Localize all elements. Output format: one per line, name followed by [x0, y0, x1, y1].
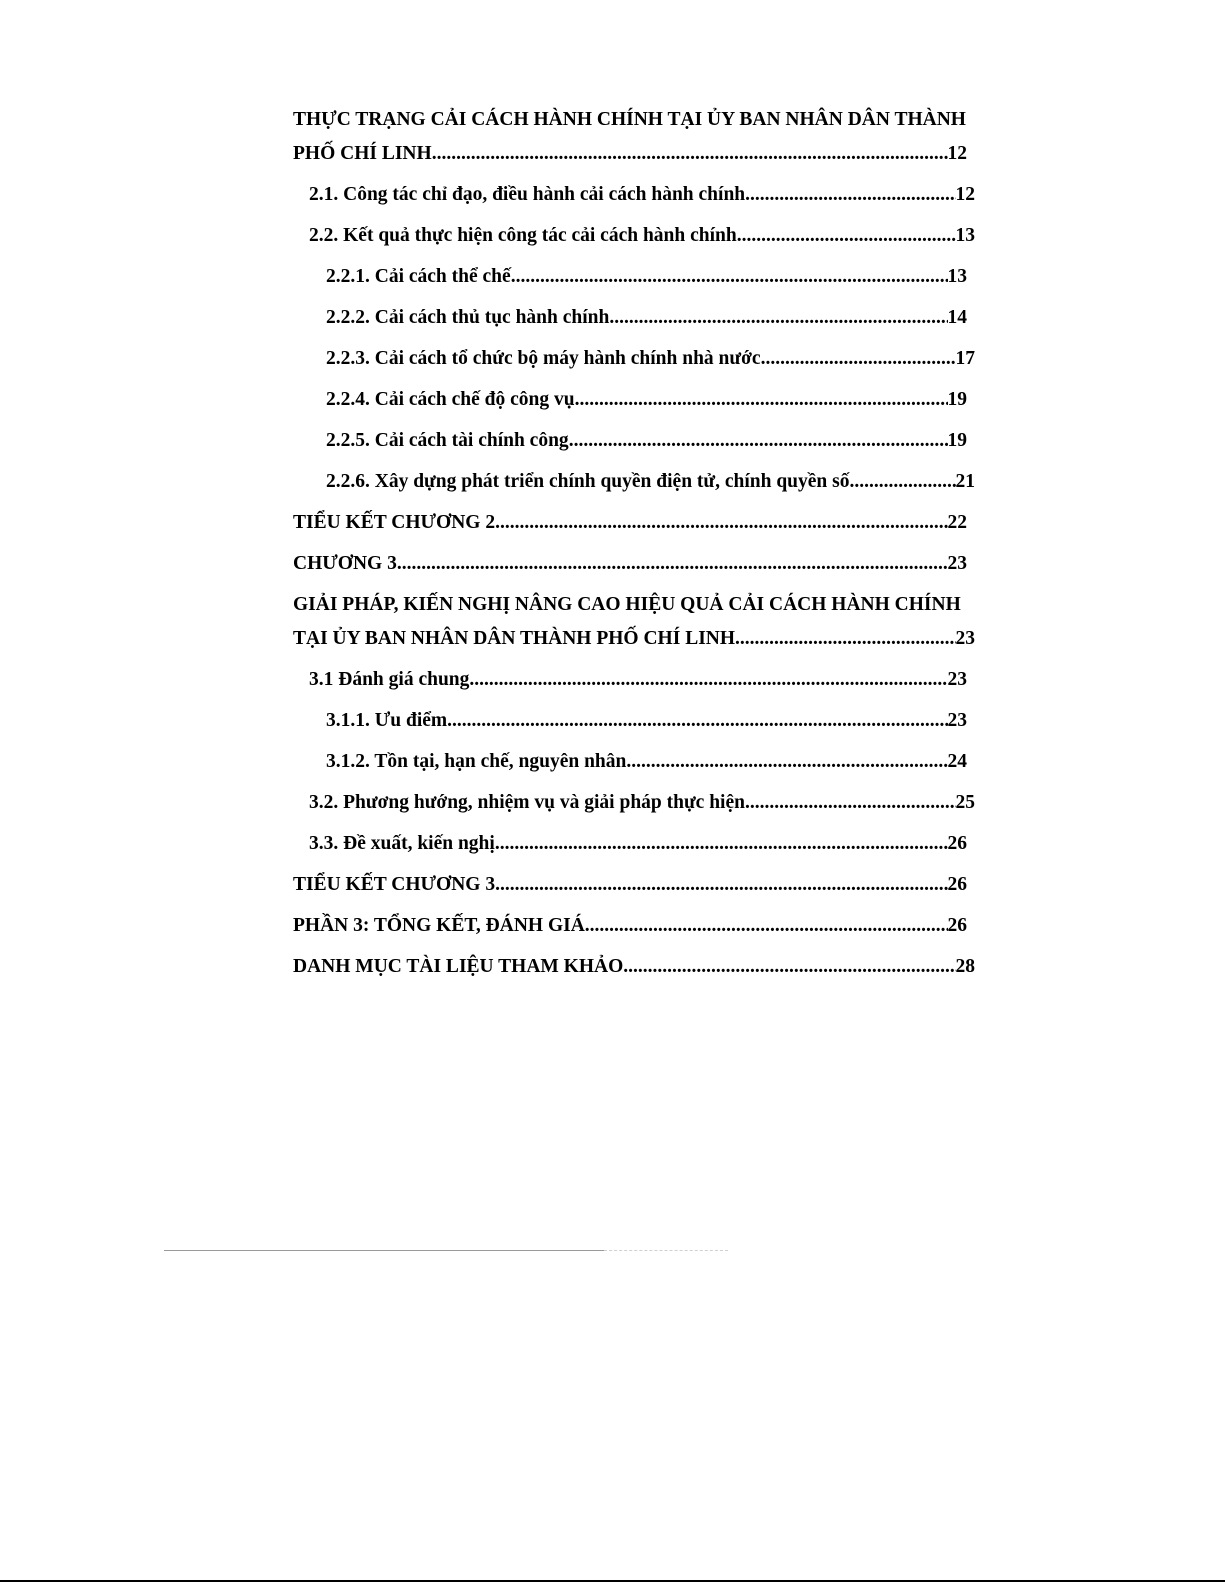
- toc-leader-dots: [585, 909, 948, 943]
- toc-entry-3-1[interactable]: [293, 663, 975, 704]
- toc-entry-title: THỰC TRẠNG CẢI CÁCH HÀNH CHÍNH TẠI ỦY BAN NHÂN DÂN THÀNH: [293, 109, 966, 130]
- toc-entry-title: 3.1 Đánh giá chung: [309, 669, 470, 690]
- toc-entry-title: 2.2.3. Cải cách tổ chức bộ máy hành chính nhà nước: [326, 348, 761, 369]
- toc-leader-dots: [735, 622, 955, 656]
- toc-entry-2-2-2[interactable]: [293, 301, 975, 342]
- toc-entry-chapter-3-heading[interactable]: [293, 622, 975, 663]
- footnote-separator: [164, 1250, 604, 1251]
- toc-entry-title: 3.1.1. Ưu điểm: [326, 710, 448, 731]
- toc-entry-page: 28: [955, 956, 975, 977]
- toc-entry-title: 2.2.1. Cải cách thể chế: [326, 266, 511, 287]
- toc-entry-page: 22: [947, 512, 967, 533]
- toc-entry-page: 13: [947, 266, 967, 287]
- toc-leader-dots: [495, 827, 948, 861]
- toc-leader-dots: [511, 260, 948, 294]
- toc-entry-2-2-4[interactable]: [293, 383, 975, 424]
- toc-entry-part-3[interactable]: [293, 909, 975, 950]
- toc-entry-2-2-6[interactable]: [293, 465, 975, 506]
- toc-entry-summary-chapter-3[interactable]: [293, 868, 975, 909]
- toc-leader-dots: [432, 137, 948, 171]
- toc-entry-page: 25: [955, 792, 975, 813]
- toc-entry-3-2[interactable]: [293, 786, 975, 827]
- toc-entry-page: 26: [947, 915, 967, 936]
- toc-entry-2-2-3[interactable]: [293, 342, 975, 383]
- toc-entry-title: 2.1. Công tác chỉ đạo, điều hành cải cách hành chính: [309, 184, 746, 205]
- toc-entry-title: GIẢI PHÁP, KIẾN NGHỊ NÂNG CAO HIỆU QUẢ CẢI CÁCH HÀNH CHÍNH: [293, 594, 961, 615]
- toc-entry-chapter-3[interactable]: [293, 547, 975, 588]
- toc-leader-dots: [447, 704, 947, 738]
- toc-entry-3-3[interactable]: [293, 827, 975, 868]
- toc-leader-dots: [626, 745, 947, 779]
- toc-leader-dots: [495, 506, 947, 540]
- toc-entry-page: 14: [947, 307, 967, 328]
- toc-entry-title: 3.2. Phương hướng, nhiệm vụ và giải pháp thực hiện: [309, 792, 745, 813]
- toc-entry-chapter-2-heading[interactable]: [293, 137, 975, 178]
- toc-entry-page: 24: [947, 751, 967, 772]
- toc-entry-page: 13: [955, 225, 975, 246]
- toc-entry-title: CHƯƠNG 3: [293, 553, 397, 574]
- toc-leader-dots: [745, 178, 955, 212]
- toc-entry-page: 19: [947, 430, 967, 451]
- toc-entry-page: 26: [947, 874, 967, 895]
- toc-entry-title: TẠI ỦY BAN NHÂN DÂN THÀNH PHỐ CHÍ LINH: [293, 628, 736, 649]
- toc-entry-page: 23: [947, 710, 967, 731]
- toc-entry-2-1[interactable]: [293, 178, 975, 219]
- toc-entry-2-2[interactable]: [293, 219, 975, 260]
- toc-leader-dots: [609, 301, 947, 335]
- toc-entry-page: 12: [955, 184, 975, 205]
- toc-entry-page: 17: [955, 348, 975, 369]
- toc-entry-references[interactable]: [293, 950, 975, 991]
- toc-entry-title: 2.2. Kết quả thực hiện công tác cải cách hành chính: [309, 225, 737, 246]
- toc-leader-dots: [569, 424, 948, 458]
- toc-entry-title: 2.2.6. Xây dựng phát triển chính quyền điện tử, chính quyền số: [326, 471, 850, 492]
- toc-leader-dots: [761, 342, 956, 376]
- toc-entry-title: DANH MỤC TÀI LIỆU THAM KHẢO: [293, 956, 624, 977]
- toc-entry-page: 23: [947, 669, 967, 690]
- toc-entry-title: TIỂU KẾT CHƯƠNG 2: [293, 512, 496, 533]
- toc-entry-3-1-2[interactable]: [293, 745, 975, 786]
- toc-entry-2-2-1[interactable]: [293, 260, 975, 301]
- toc-entry-page: 23: [947, 553, 967, 574]
- toc-entry-title: 2.2.4. Cải cách chế độ công vụ: [326, 389, 575, 410]
- toc-leader-dots: [397, 547, 948, 581]
- page-bottom-border: [0, 1580, 1225, 1582]
- toc-entry-page: 12: [947, 143, 967, 164]
- toc-leader-dots: [850, 465, 956, 499]
- toc-leader-dots: [737, 219, 956, 253]
- toc-entry-title: 2.2.2. Cải cách thủ tục hành chính: [326, 307, 610, 328]
- toc-entry-title: PHỐ CHÍ LINH: [293, 143, 432, 164]
- toc-leader-dots: [575, 383, 948, 417]
- toc-leader-dots: [623, 950, 955, 984]
- toc-entry-title: 2.2.5. Cải cách tài chính công: [326, 430, 569, 451]
- toc-leader-dots: [469, 663, 947, 697]
- footnote-separator-faint: [604, 1250, 728, 1251]
- toc-leader-dots: [495, 868, 947, 902]
- toc-entry-chapter-2-heading-line1: [293, 103, 975, 137]
- toc-entry-3-1-1[interactable]: [293, 704, 975, 745]
- toc-entry-chapter-3-heading-line1: [293, 588, 975, 622]
- toc-entry-page: 21: [955, 471, 975, 492]
- toc-entry-title: 3.1.2. Tồn tại, hạn chế, nguyên nhân: [326, 751, 627, 772]
- toc-entry-page: 19: [947, 389, 967, 410]
- toc-entry-page: 26: [947, 833, 967, 854]
- toc-entry-2-2-5[interactable]: [293, 424, 975, 465]
- toc-entry-title: PHẦN 3: TỔNG KẾT, ĐÁNH GIÁ: [293, 915, 585, 936]
- toc-entry-summary-chapter-2[interactable]: [293, 506, 975, 547]
- toc-entry-page: 23: [955, 628, 975, 649]
- toc-leader-dots: [745, 786, 956, 820]
- table-of-contents: [293, 103, 975, 991]
- toc-entry-title: TIỂU KẾT CHƯƠNG 3: [293, 874, 496, 895]
- toc-entry-title: 3.3. Đề xuất, kiến nghị: [309, 833, 495, 854]
